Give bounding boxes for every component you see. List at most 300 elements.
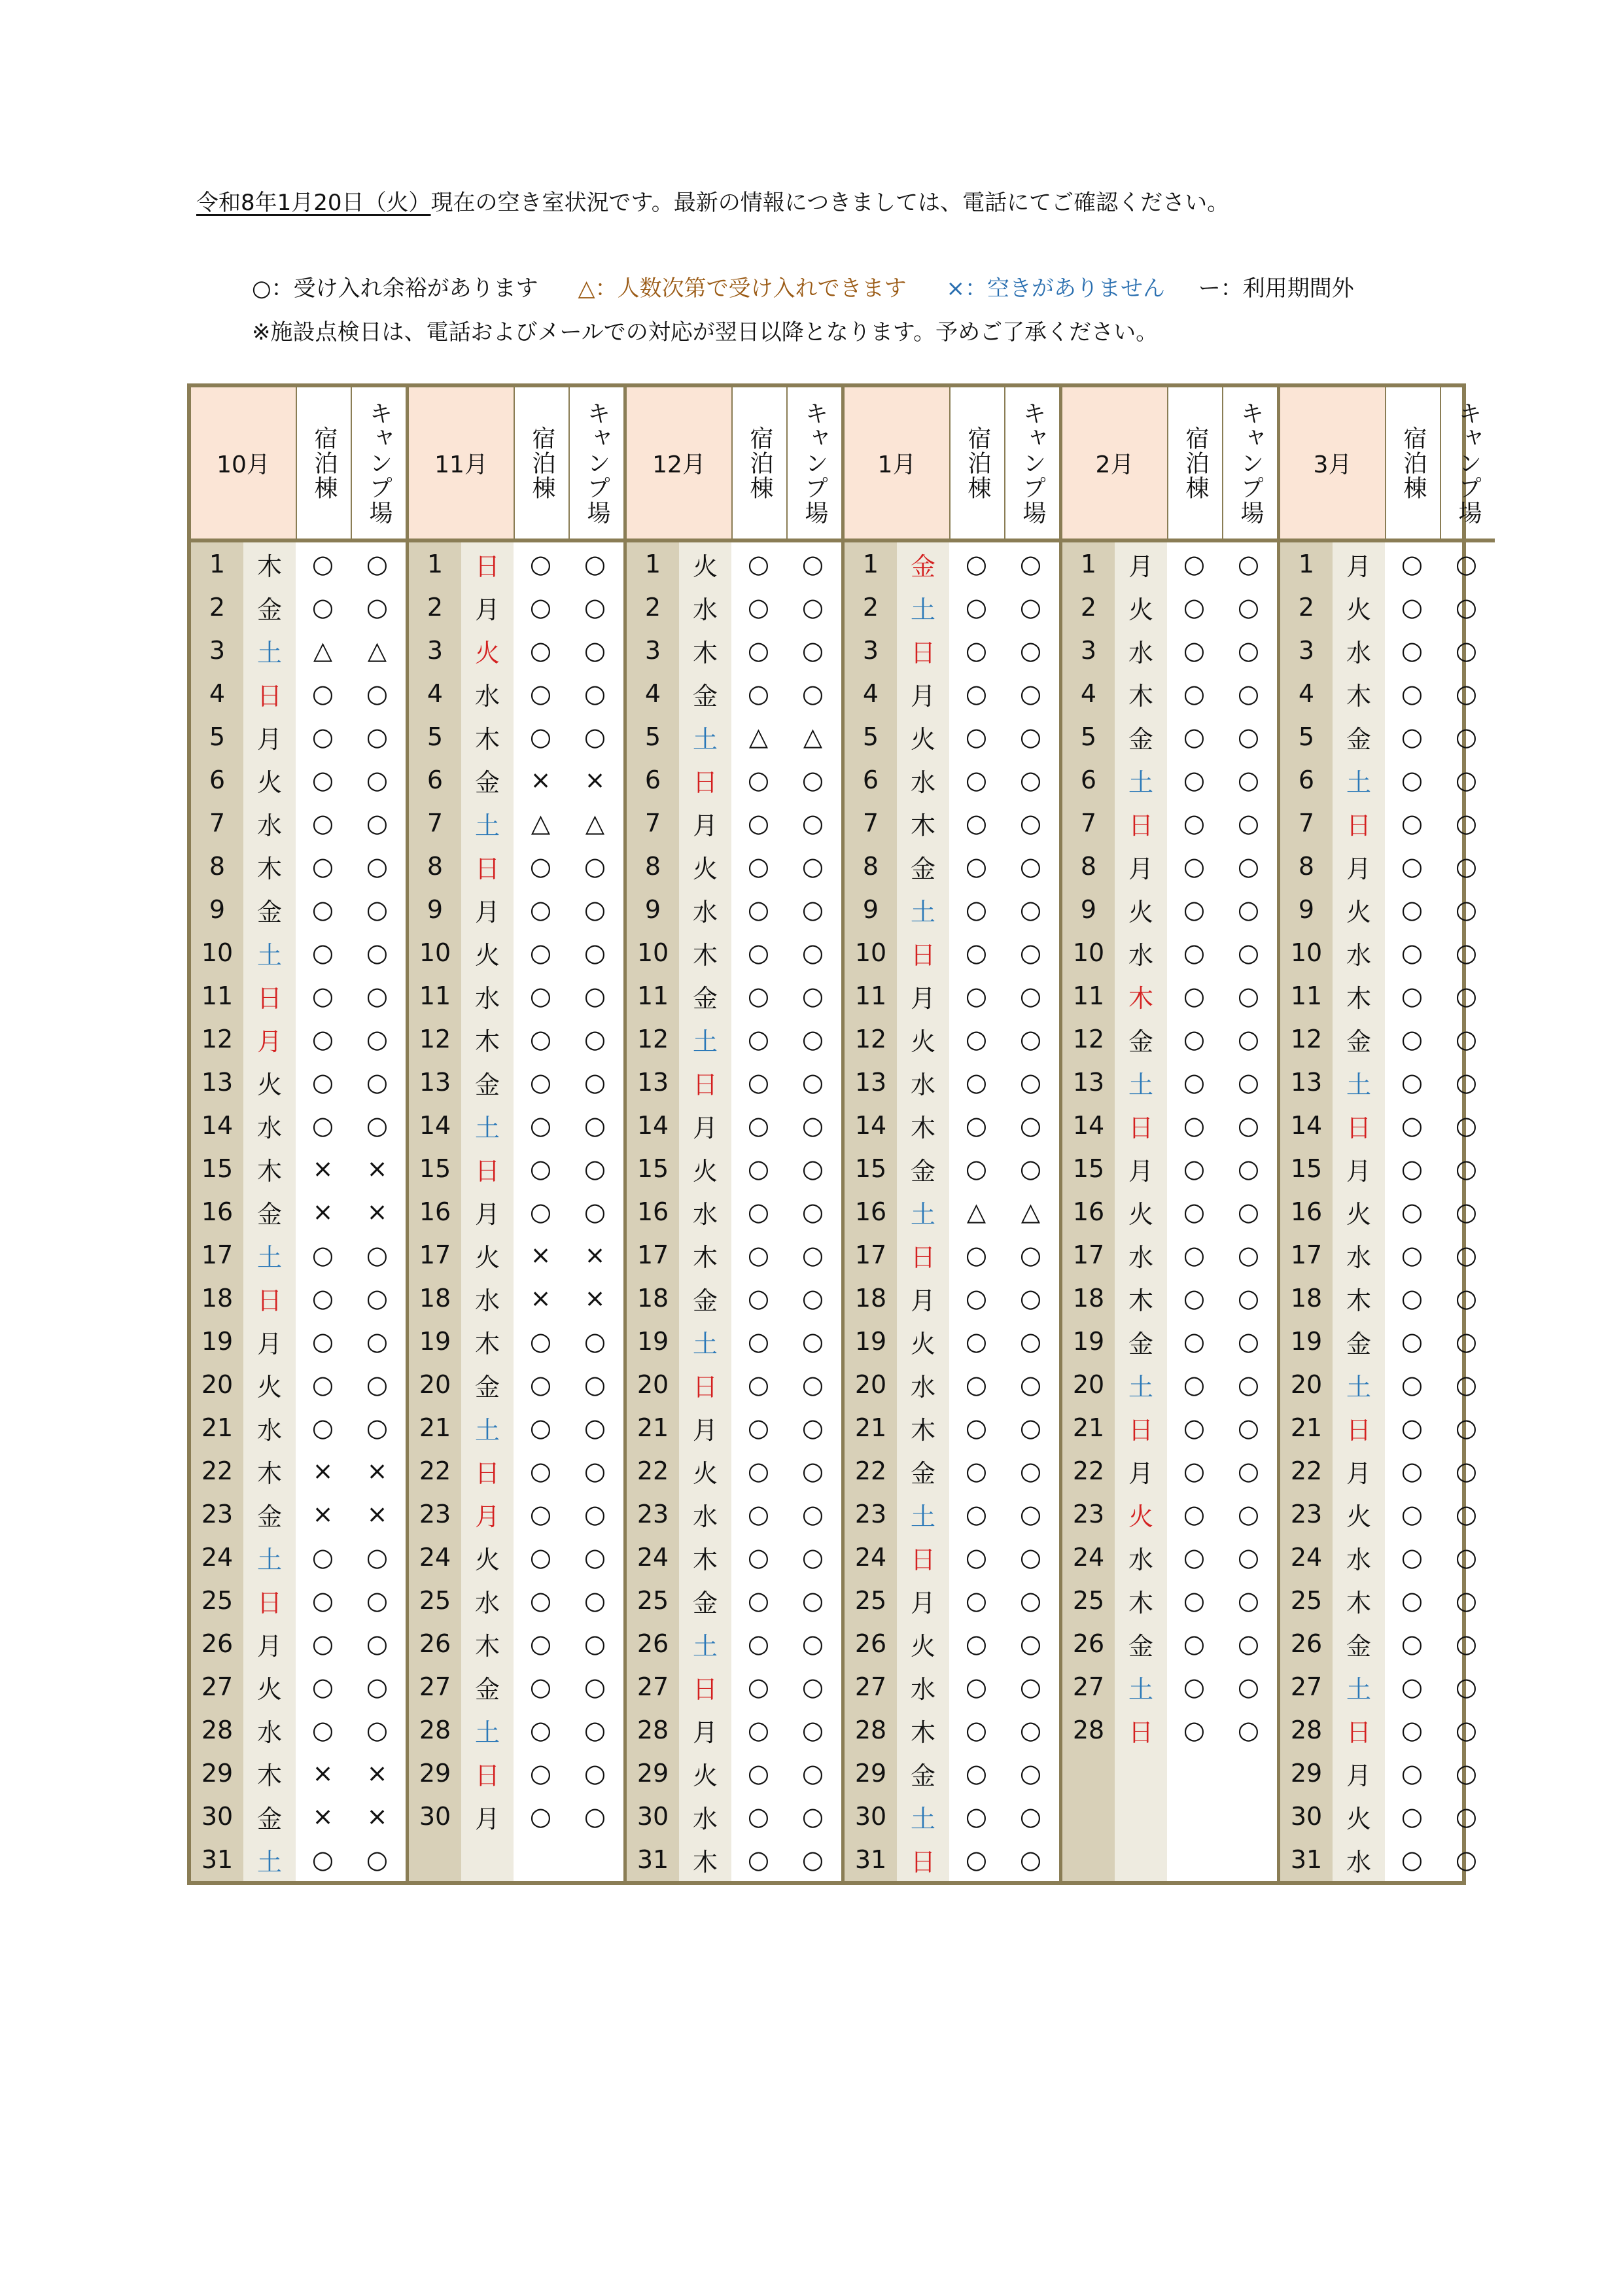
day-row: [191, 1708, 406, 1752]
day-number: 8: [1280, 845, 1333, 888]
camp-status: ○: [584, 1025, 606, 1053]
weekday: 水: [461, 672, 514, 715]
lodge-status: ○: [965, 550, 988, 578]
weekday: 火: [461, 1233, 514, 1277]
lodge-status: ○: [1401, 1327, 1423, 1356]
lodge-status: ○: [1183, 1629, 1206, 1658]
lodge-status: ○: [529, 1543, 552, 1572]
day-number: 4: [191, 672, 243, 715]
camp-status: ○: [801, 1845, 824, 1874]
weekday: 金: [243, 586, 296, 629]
lodge-status: ×: [312, 1759, 334, 1788]
weekday: 月: [461, 586, 514, 629]
day-row: [845, 1147, 1059, 1190]
day-row: [1280, 1536, 1495, 1579]
camp-status: ○: [1237, 1413, 1260, 1442]
day-number: 6: [1062, 758, 1115, 802]
camp-status: ○: [366, 1672, 389, 1701]
lodge-status: ○: [1183, 636, 1206, 665]
lodge-status: ○: [965, 1068, 988, 1097]
day-row: [1062, 1406, 1277, 1449]
day-number: 14: [409, 1104, 461, 1147]
day-number: 14: [1280, 1104, 1333, 1147]
day-row: [1062, 1147, 1277, 1190]
camp-status: ○: [1455, 550, 1478, 578]
day-row: [627, 931, 841, 974]
lodge-status: ○: [311, 679, 334, 708]
day-row: [1280, 586, 1495, 629]
lodge-status: ○: [1183, 1716, 1206, 1744]
lodge-header: 宿泊棟: [1385, 387, 1440, 539]
lodge-status: ×: [312, 1197, 334, 1226]
day-row: [845, 672, 1059, 715]
camp-status: ○: [366, 1370, 389, 1399]
day-number: 22: [1062, 1449, 1115, 1492]
camp-header: キャンプ場: [351, 387, 406, 539]
camp-status: ○: [366, 1845, 389, 1874]
camp-status: ○: [1019, 1845, 1042, 1874]
lodge-status: ○: [747, 1025, 770, 1053]
weekday: 日: [1115, 1406, 1167, 1449]
day-row: [627, 1017, 841, 1061]
camp-status: ○: [1237, 679, 1260, 708]
lodge-status: ○: [747, 1284, 770, 1313]
lodge-status: ○: [1183, 766, 1206, 794]
camp-status: ○: [1237, 1629, 1260, 1658]
weekday: 月: [243, 715, 296, 758]
day-number: 21: [409, 1406, 461, 1449]
weekday: 火: [461, 1536, 514, 1579]
day-row: [845, 1708, 1059, 1752]
weekday: 日: [461, 845, 514, 888]
day-number: 13: [845, 1061, 897, 1104]
camp-status: [1221, 1838, 1276, 1881]
day-number: 10: [409, 931, 461, 974]
camp-status: ○: [1455, 722, 1478, 751]
camp-status: ○: [584, 852, 606, 881]
lodge-status: ○: [529, 852, 552, 881]
day-row: [1062, 1277, 1277, 1320]
day-row: [191, 931, 406, 974]
lodge-status: ○: [311, 1327, 334, 1356]
day-row: [845, 1320, 1059, 1363]
camp-status: ○: [801, 809, 824, 838]
camp-status: ○: [801, 1586, 824, 1615]
camp-status: ○: [366, 1716, 389, 1744]
lodge-status: ○: [747, 1154, 770, 1183]
day-number: 9: [845, 888, 897, 931]
weekday: 土: [1333, 1061, 1385, 1104]
weekday: 火: [461, 931, 514, 974]
camp-status: ○: [1237, 938, 1260, 967]
weekday: 日: [461, 542, 514, 586]
day-number: 19: [627, 1320, 679, 1363]
weekday: 土: [897, 1492, 949, 1536]
day-number: 15: [1280, 1147, 1333, 1190]
lodge-header: 宿泊棟: [731, 387, 786, 539]
camp-status: ○: [584, 593, 606, 622]
lodge-status: ○: [747, 593, 770, 622]
weekday: 土: [243, 1838, 296, 1881]
day-number: 23: [845, 1492, 897, 1536]
day-number: 25: [627, 1579, 679, 1622]
lodge-status: ○: [311, 895, 334, 924]
day-row: [409, 1536, 623, 1579]
lodge-status: ○: [1401, 1413, 1423, 1442]
day-row: [627, 758, 841, 802]
day-row: [191, 1147, 406, 1190]
camp-status: ○: [584, 1068, 606, 1097]
day-row: [1062, 629, 1277, 672]
day-row: [1062, 1190, 1277, 1233]
weekday: 火: [1333, 586, 1385, 629]
day-number: 4: [627, 672, 679, 715]
camp-status: ○: [1019, 550, 1042, 578]
camp-status: ○: [801, 679, 824, 708]
day-number: 14: [1062, 1104, 1115, 1147]
weekday: 木: [679, 931, 731, 974]
lodge-status: ○: [1401, 1845, 1423, 1874]
day-row: [409, 1492, 623, 1536]
day-number: 29: [845, 1752, 897, 1795]
lodge-status: ○: [311, 809, 334, 838]
lodge-header: 宿泊棟: [296, 387, 351, 539]
month-body: [1062, 542, 1277, 1881]
camp-status: ○: [1237, 1543, 1260, 1572]
weekday: 水: [243, 1406, 296, 1449]
day-row: [1280, 672, 1495, 715]
weekday: 木: [243, 1449, 296, 1492]
weekday: 月: [1333, 845, 1385, 888]
camp-status: ○: [366, 1068, 389, 1097]
weekday: 日: [897, 1233, 949, 1277]
camp-status: ○: [584, 981, 606, 1010]
lodge-status: ○: [1401, 1068, 1423, 1097]
day-number: 4: [1062, 672, 1115, 715]
weekday: 土: [461, 1104, 514, 1147]
lodge-status: ○: [1401, 1759, 1423, 1788]
lodge-status: ○: [1401, 1500, 1423, 1528]
day-row: [845, 1622, 1059, 1665]
month-column: [1062, 387, 1280, 1881]
weekday: 土: [243, 1536, 296, 1579]
weekday: 金: [897, 845, 949, 888]
day-number: 8: [627, 845, 679, 888]
weekday: 火: [1115, 888, 1167, 931]
weekday: [1115, 1752, 1167, 1795]
lodge-status: ○: [1401, 895, 1423, 924]
weekday: 月: [1333, 1449, 1385, 1492]
month-name: 10月: [191, 387, 296, 539]
day-number: 1: [191, 542, 243, 586]
lodge-status: ○: [1183, 1241, 1206, 1269]
day-row: [409, 1665, 623, 1708]
day-number: 14: [845, 1104, 897, 1147]
weekday: 火: [243, 1665, 296, 1708]
lodge-status: ○: [1401, 1543, 1423, 1572]
day-number: 31: [191, 1838, 243, 1881]
lodge-status: ○: [1401, 550, 1423, 578]
weekday: 火: [1333, 1795, 1385, 1838]
weekday: 日: [679, 1665, 731, 1708]
lodge-status: ○: [965, 1802, 988, 1831]
camp-status: ○: [366, 981, 389, 1010]
day-row: [1062, 1579, 1277, 1622]
lodge-status: ○: [1401, 679, 1423, 708]
lodge-status: ○: [747, 1413, 770, 1442]
day-row: [1062, 1708, 1277, 1752]
weekday: 金: [1333, 1622, 1385, 1665]
lodge-status: ○: [1183, 593, 1206, 622]
day-number: 18: [1280, 1277, 1333, 1320]
camp-status: ○: [801, 895, 824, 924]
day-row: [409, 1277, 623, 1320]
day-number: 20: [845, 1363, 897, 1406]
day-row: [627, 1104, 841, 1147]
camp-status: ○: [1019, 981, 1042, 1010]
camp-status: ○: [1019, 1672, 1042, 1701]
day-number: 24: [191, 1536, 243, 1579]
day-row: [627, 1061, 841, 1104]
camp-status: ○: [801, 938, 824, 967]
day-row: [1062, 1795, 1277, 1838]
weekday: 火: [1333, 1492, 1385, 1536]
lodge-status: ○: [747, 636, 770, 665]
day-number: 6: [845, 758, 897, 802]
camp-status: ○: [801, 636, 824, 665]
camp-status: ○: [366, 1111, 389, 1140]
lodge-status: ○: [311, 722, 334, 751]
day-number: 29: [1280, 1752, 1333, 1795]
weekday: 日: [461, 1147, 514, 1190]
camp-status: ○: [584, 1500, 606, 1528]
camp-status: ○: [366, 1629, 389, 1658]
day-row: [627, 1147, 841, 1190]
camp-status: ○: [1455, 636, 1478, 665]
camp-header: キャンプ場: [568, 387, 623, 539]
day-number: 30: [191, 1795, 243, 1838]
weekday: 日: [679, 1363, 731, 1406]
lodge-status: ○: [529, 1716, 552, 1744]
camp-status: ○: [1237, 1284, 1260, 1313]
camp-status: ○: [1237, 852, 1260, 881]
camp-status: ○: [584, 1370, 606, 1399]
day-number: 16: [1280, 1190, 1333, 1233]
day-row: [191, 629, 406, 672]
day-number: 13: [1062, 1061, 1115, 1104]
weekday: 水: [461, 1277, 514, 1320]
camp-status: ○: [1019, 1370, 1042, 1399]
lodge-status: ○: [965, 1500, 988, 1528]
lodge-status: ○: [1401, 1629, 1423, 1658]
day-row: [845, 802, 1059, 845]
camp-status: ○: [801, 1759, 824, 1788]
day-number: 8: [409, 845, 461, 888]
lodge-status: ○: [311, 1370, 334, 1399]
day-row: [845, 1665, 1059, 1708]
weekday: 木: [243, 542, 296, 586]
day-row: [191, 1363, 406, 1406]
day-row: [845, 1061, 1059, 1104]
day-row: [845, 1104, 1059, 1147]
day-number: 21: [1280, 1406, 1333, 1449]
weekday: 月: [679, 1708, 731, 1752]
camp-status: ×: [584, 1241, 606, 1269]
weekday: 水: [243, 1104, 296, 1147]
day-number: 23: [1062, 1492, 1115, 1536]
month-column: [845, 387, 1062, 1881]
day-row: [409, 1190, 623, 1233]
day-row: [627, 1752, 841, 1795]
weekday: [461, 1838, 514, 1881]
weekday: [1115, 1838, 1167, 1881]
camp-status: ○: [1019, 1284, 1042, 1313]
camp-status: ○: [801, 1716, 824, 1744]
weekday: 日: [1115, 1708, 1167, 1752]
day-number: 11: [409, 974, 461, 1017]
day-row: [1280, 1190, 1495, 1233]
day-row: [409, 715, 623, 758]
camp-status: ○: [1019, 1111, 1042, 1140]
weekday: 水: [1333, 1536, 1385, 1579]
camp-status: ○: [1019, 1241, 1042, 1269]
lodge-status: ○: [529, 1068, 552, 1097]
weekday: 水: [897, 758, 949, 802]
weekday: 土: [1333, 1363, 1385, 1406]
day-number: 5: [845, 715, 897, 758]
camp-status: ○: [801, 1111, 824, 1140]
lodge-status: ○: [1183, 1154, 1206, 1183]
camp-status: ○: [584, 895, 606, 924]
day-number: 25: [1280, 1579, 1333, 1622]
camp-status: ○: [584, 1197, 606, 1226]
camp-status: ○: [1455, 1759, 1478, 1788]
weekday: 水: [897, 1061, 949, 1104]
day-row: [845, 1579, 1059, 1622]
lodge-status: ○: [311, 1025, 334, 1053]
weekday: 火: [1333, 1190, 1385, 1233]
weekday: 火: [679, 1752, 731, 1795]
camp-status: ○: [584, 679, 606, 708]
day-row: [191, 542, 406, 586]
lodge-status: ○: [529, 722, 552, 751]
lodge-status: [1167, 1838, 1221, 1881]
lodge-status: ○: [965, 1672, 988, 1701]
day-row: [1280, 1708, 1495, 1752]
day-row: [409, 1061, 623, 1104]
weekday: 金: [897, 1752, 949, 1795]
day-row: [627, 802, 841, 845]
camp-status: [568, 1838, 622, 1881]
weekday: 火: [679, 845, 731, 888]
camp-status: ○: [801, 1025, 824, 1053]
day-row: [845, 1449, 1059, 1492]
day-row: [409, 1406, 623, 1449]
day-number: 3: [409, 629, 461, 672]
day-number: 14: [627, 1104, 679, 1147]
day-number: 8: [191, 845, 243, 888]
lodge-status: ×: [530, 1284, 551, 1313]
weekday: 金: [461, 758, 514, 802]
day-number: 17: [1062, 1233, 1115, 1277]
camp-status: ○: [366, 938, 389, 967]
weekday: 水: [461, 974, 514, 1017]
day-number: 23: [627, 1492, 679, 1536]
day-row: [845, 1277, 1059, 1320]
day-row: [1062, 1320, 1277, 1363]
camp-status: ○: [1455, 1241, 1478, 1269]
camp-status: ○: [1019, 852, 1042, 881]
camp-status: ○: [1455, 1413, 1478, 1442]
lodge-status: ○: [1401, 1370, 1423, 1399]
day-number: 5: [409, 715, 461, 758]
day-number: 18: [845, 1277, 897, 1320]
weekday: 土: [679, 1622, 731, 1665]
lodge-status: ○: [965, 1759, 988, 1788]
day-row: [409, 1147, 623, 1190]
day-number: 1: [409, 542, 461, 586]
camp-status: ○: [366, 1543, 389, 1572]
lodge-status: ○: [965, 1629, 988, 1658]
day-number: 3: [845, 629, 897, 672]
day-number: 12: [409, 1017, 461, 1061]
lodge-status: ○: [311, 1586, 334, 1615]
weekday: 月: [1115, 1449, 1167, 1492]
weekday: 木: [1115, 974, 1167, 1017]
lodge-status: ○: [747, 1586, 770, 1615]
weekday: 木: [1115, 1277, 1167, 1320]
weekday: 金: [1115, 1622, 1167, 1665]
weekday: 土: [897, 888, 949, 931]
day-row: [1280, 1104, 1495, 1147]
legend-dash: ー：利用期間外: [1198, 275, 1354, 302]
camp-status: ○: [1237, 722, 1260, 751]
lodge-status: ○: [965, 1370, 988, 1399]
lodge-status: ○: [965, 1284, 988, 1313]
day-row: [627, 1190, 841, 1233]
day-number: 20: [627, 1363, 679, 1406]
lodge-status: ○: [1401, 981, 1423, 1010]
lodge-status: ○: [747, 1672, 770, 1701]
camp-status: △: [803, 722, 823, 751]
weekday: 木: [243, 1752, 296, 1795]
day-number: 30: [627, 1795, 679, 1838]
day-number: 26: [627, 1622, 679, 1665]
lodge-status: △: [966, 1197, 986, 1226]
month-body: [845, 542, 1059, 1881]
camp-status: ○: [584, 1327, 606, 1356]
day-number: 28: [627, 1708, 679, 1752]
month-body: [1280, 542, 1495, 1881]
day-number: 3: [627, 629, 679, 672]
legend: [252, 270, 1354, 302]
day-number: [409, 1838, 461, 1881]
lodge-status: ○: [529, 1025, 552, 1053]
weekday: 金: [679, 1277, 731, 1320]
day-number: 27: [409, 1665, 461, 1708]
lodge-status: ○: [1183, 1672, 1206, 1701]
day-number: 21: [845, 1406, 897, 1449]
lodge-status: △: [531, 809, 551, 838]
camp-status: ○: [1455, 679, 1478, 708]
day-number: 1: [627, 542, 679, 586]
day-row: [845, 629, 1059, 672]
day-row: [409, 1795, 623, 1838]
lodge-status: △: [748, 722, 769, 751]
day-number: 31: [845, 1838, 897, 1881]
weekday: 月: [1333, 542, 1385, 586]
camp-status: ○: [1019, 1586, 1042, 1615]
